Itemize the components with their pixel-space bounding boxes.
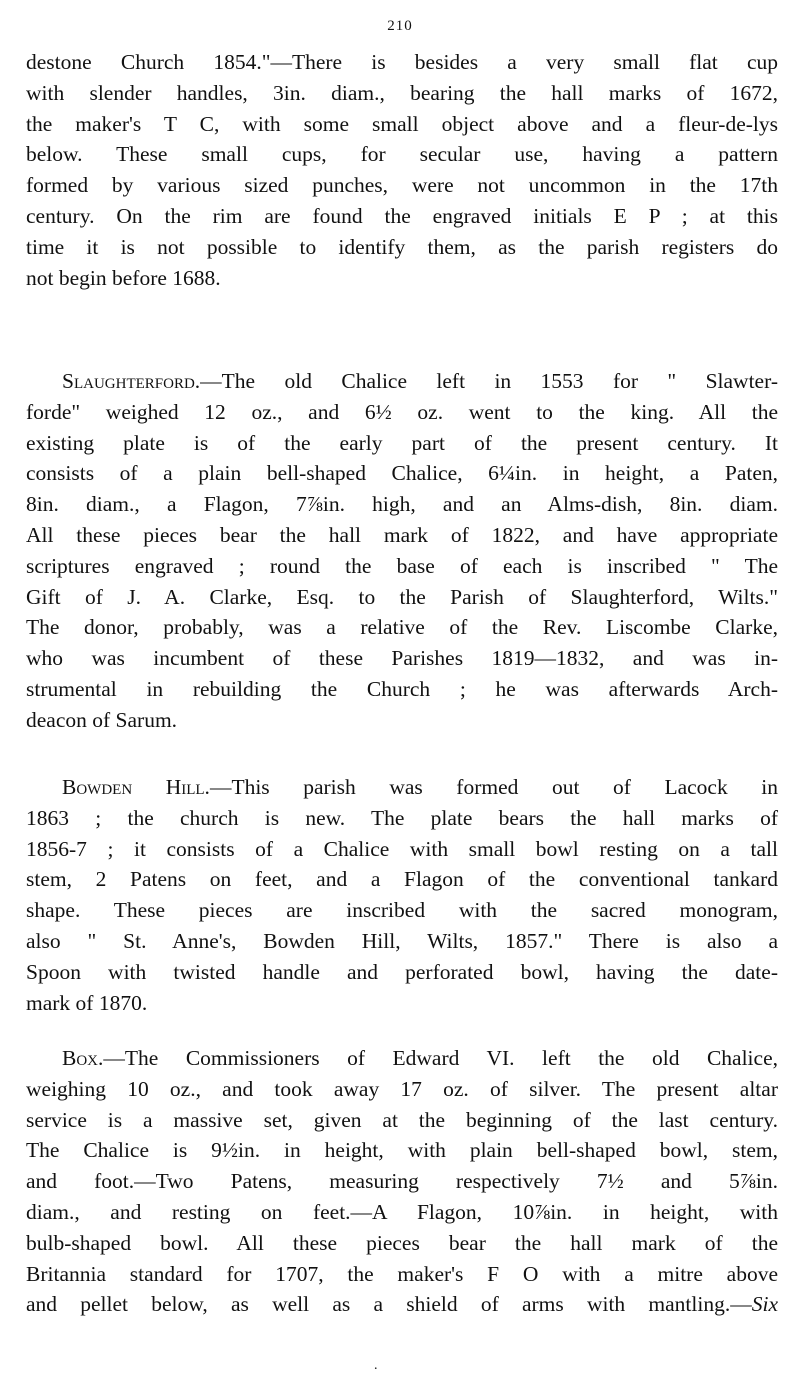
line-text: below. These small cups, for secular use, having a pattern <box>26 142 778 167</box>
text-line <box>26 895 778 926</box>
line-text: The donor, probably, was a relative of the Rev. Liscombe Clarke, <box>26 615 778 640</box>
paragraph-destone <box>26 47 778 293</box>
text-line <box>26 428 778 459</box>
line-text: existing plate is of the early part of the present century. It <box>26 430 778 455</box>
text-line <box>26 263 778 294</box>
line-text: consists of a plain bell-shaped Chalice, 6¼in. in height, a Paten, <box>26 461 778 486</box>
text-line <box>26 458 778 489</box>
line-text: —The old Chalice left in 1553 for " Slawter- <box>200 369 778 393</box>
line-text: All these pieces bear the hall mark of 1822, and have appropriate <box>26 522 778 547</box>
line-text: who was incumbent of these Parishes 1819—1832, and was in- <box>26 646 778 671</box>
line-text: diam., and resting on feet.—A Flagon, 10⅞in. in height, with <box>26 1199 778 1224</box>
text-line <box>26 612 778 643</box>
line-text: weighing 10 oz., and took away 17 oz. of silver. The present altar <box>26 1076 778 1101</box>
line-text: mark of 1870. <box>26 990 148 1015</box>
line-text: the maker's T C, with some small object above and a fleur-de-lys <box>26 111 778 136</box>
line-text: 8in. diam., a Flagon, 7⅞in. high, and an Alms-dish, 8in. diam. <box>26 492 778 517</box>
text-line <box>26 834 778 865</box>
section-heading: Bowden Hill. <box>62 775 210 799</box>
section-heading: Slaughterford. <box>62 369 201 393</box>
line-text: deacon of Sarum. <box>26 707 178 732</box>
text-line <box>26 957 778 988</box>
line-text: scriptures engraved ; round the base of each is inscribed " The <box>26 553 778 578</box>
text-line <box>26 643 778 674</box>
text-line <box>26 1135 778 1166</box>
text-line <box>26 366 778 397</box>
line-text: The Chalice is 9½in. in height, with plain bell-shaped bowl, stem, <box>26 1138 778 1163</box>
text-line <box>26 772 778 803</box>
text-line <box>26 1105 778 1136</box>
paragraph-slaughterford <box>26 366 778 736</box>
line-text: —This parish was formed out of Lacock in <box>209 775 778 799</box>
paragraph-box <box>26 1043 778 1320</box>
line-text: 1856-7 ; it consists of a Chalice with small bowl resting on a tall <box>26 836 778 861</box>
line-text: stem, 2 Patens on feet, and a Flagon of the conventional tankard <box>26 867 778 892</box>
text-line <box>26 489 778 520</box>
text-line <box>26 1259 778 1290</box>
text-line <box>26 1074 778 1105</box>
line-text: and foot.—Two Patens, measuring respectively 7½ and 5⅞in. <box>26 1169 778 1194</box>
line-text: not begin before 1688. <box>26 265 221 290</box>
text-line <box>26 170 778 201</box>
line-text: bulb-shaped bowl. All these pieces bear the hall mark of the <box>26 1230 778 1255</box>
line-text: formed by various sized punches, were not uncommon in the 17th <box>26 173 778 198</box>
text-line <box>26 1166 778 1197</box>
line-text: destone Church 1854."—There is besides a very small flat cup <box>26 50 778 74</box>
text-line <box>26 78 778 109</box>
line-text: and pellet below, as well as a shield of arms with mantling.— <box>26 1292 752 1317</box>
text-line <box>26 1043 778 1074</box>
section-heading: Box. <box>62 1046 104 1070</box>
text-line <box>26 1228 778 1259</box>
text-line <box>26 926 778 957</box>
text-line <box>26 109 778 140</box>
line-text: forde" weighed 12 oz., and 6½ oz. went to the king. All the <box>26 399 778 424</box>
line-text: service is a massive set, given at the beginning of the last century. <box>26 1107 778 1132</box>
text-line <box>26 232 778 263</box>
footer-mark: . <box>374 1358 378 1373</box>
page-number: 210 <box>387 18 413 34</box>
text-line <box>26 520 778 551</box>
text-line <box>26 864 778 895</box>
line-text: Gift of J. A. Clarke, Esq. to the Parish of Slaughterford, Wilts." <box>26 584 778 609</box>
text-line <box>26 139 778 170</box>
line-text: century. On the rim are found the engraved initials E P ; at this <box>26 203 778 228</box>
text-line <box>26 201 778 232</box>
text-line <box>26 803 778 834</box>
line-text: Britannia standard for 1707, the maker's F O with a mitre above <box>26 1261 778 1286</box>
text-line <box>26 674 778 705</box>
line-text: with slender handles, 3in. diam., bearing the hall marks of 1672, <box>26 80 778 105</box>
text-line <box>26 705 778 736</box>
text-line <box>26 551 778 582</box>
text-line <box>26 1197 778 1228</box>
text-line <box>26 988 778 1019</box>
line-text: strumental in rebuilding the Church ; he was afterwards Arch- <box>26 676 778 701</box>
text-line <box>26 1289 778 1320</box>
line-text: 1863 ; the church is new. The plate bears the hall marks of <box>26 805 778 830</box>
text-line <box>26 397 778 428</box>
catchword: Six <box>751 1292 778 1317</box>
line-text: also " St. Anne's, Bowden Hill, Wilts, 1857." There is also a <box>26 928 778 953</box>
line-text: Spoon with twisted handle and perforated bowl, having the date- <box>26 959 778 984</box>
line-text: shape. These pieces are inscribed with the sacred monogram, <box>26 898 778 923</box>
text-line <box>26 47 778 78</box>
paragraph-bowden-hill <box>26 772 778 1018</box>
line-text: —The Commissioners of Edward VI. left the old Chalice, <box>103 1046 778 1070</box>
line-text: time it is not possible to identify them, as the parish registers do <box>26 234 778 259</box>
text-line <box>26 582 778 613</box>
